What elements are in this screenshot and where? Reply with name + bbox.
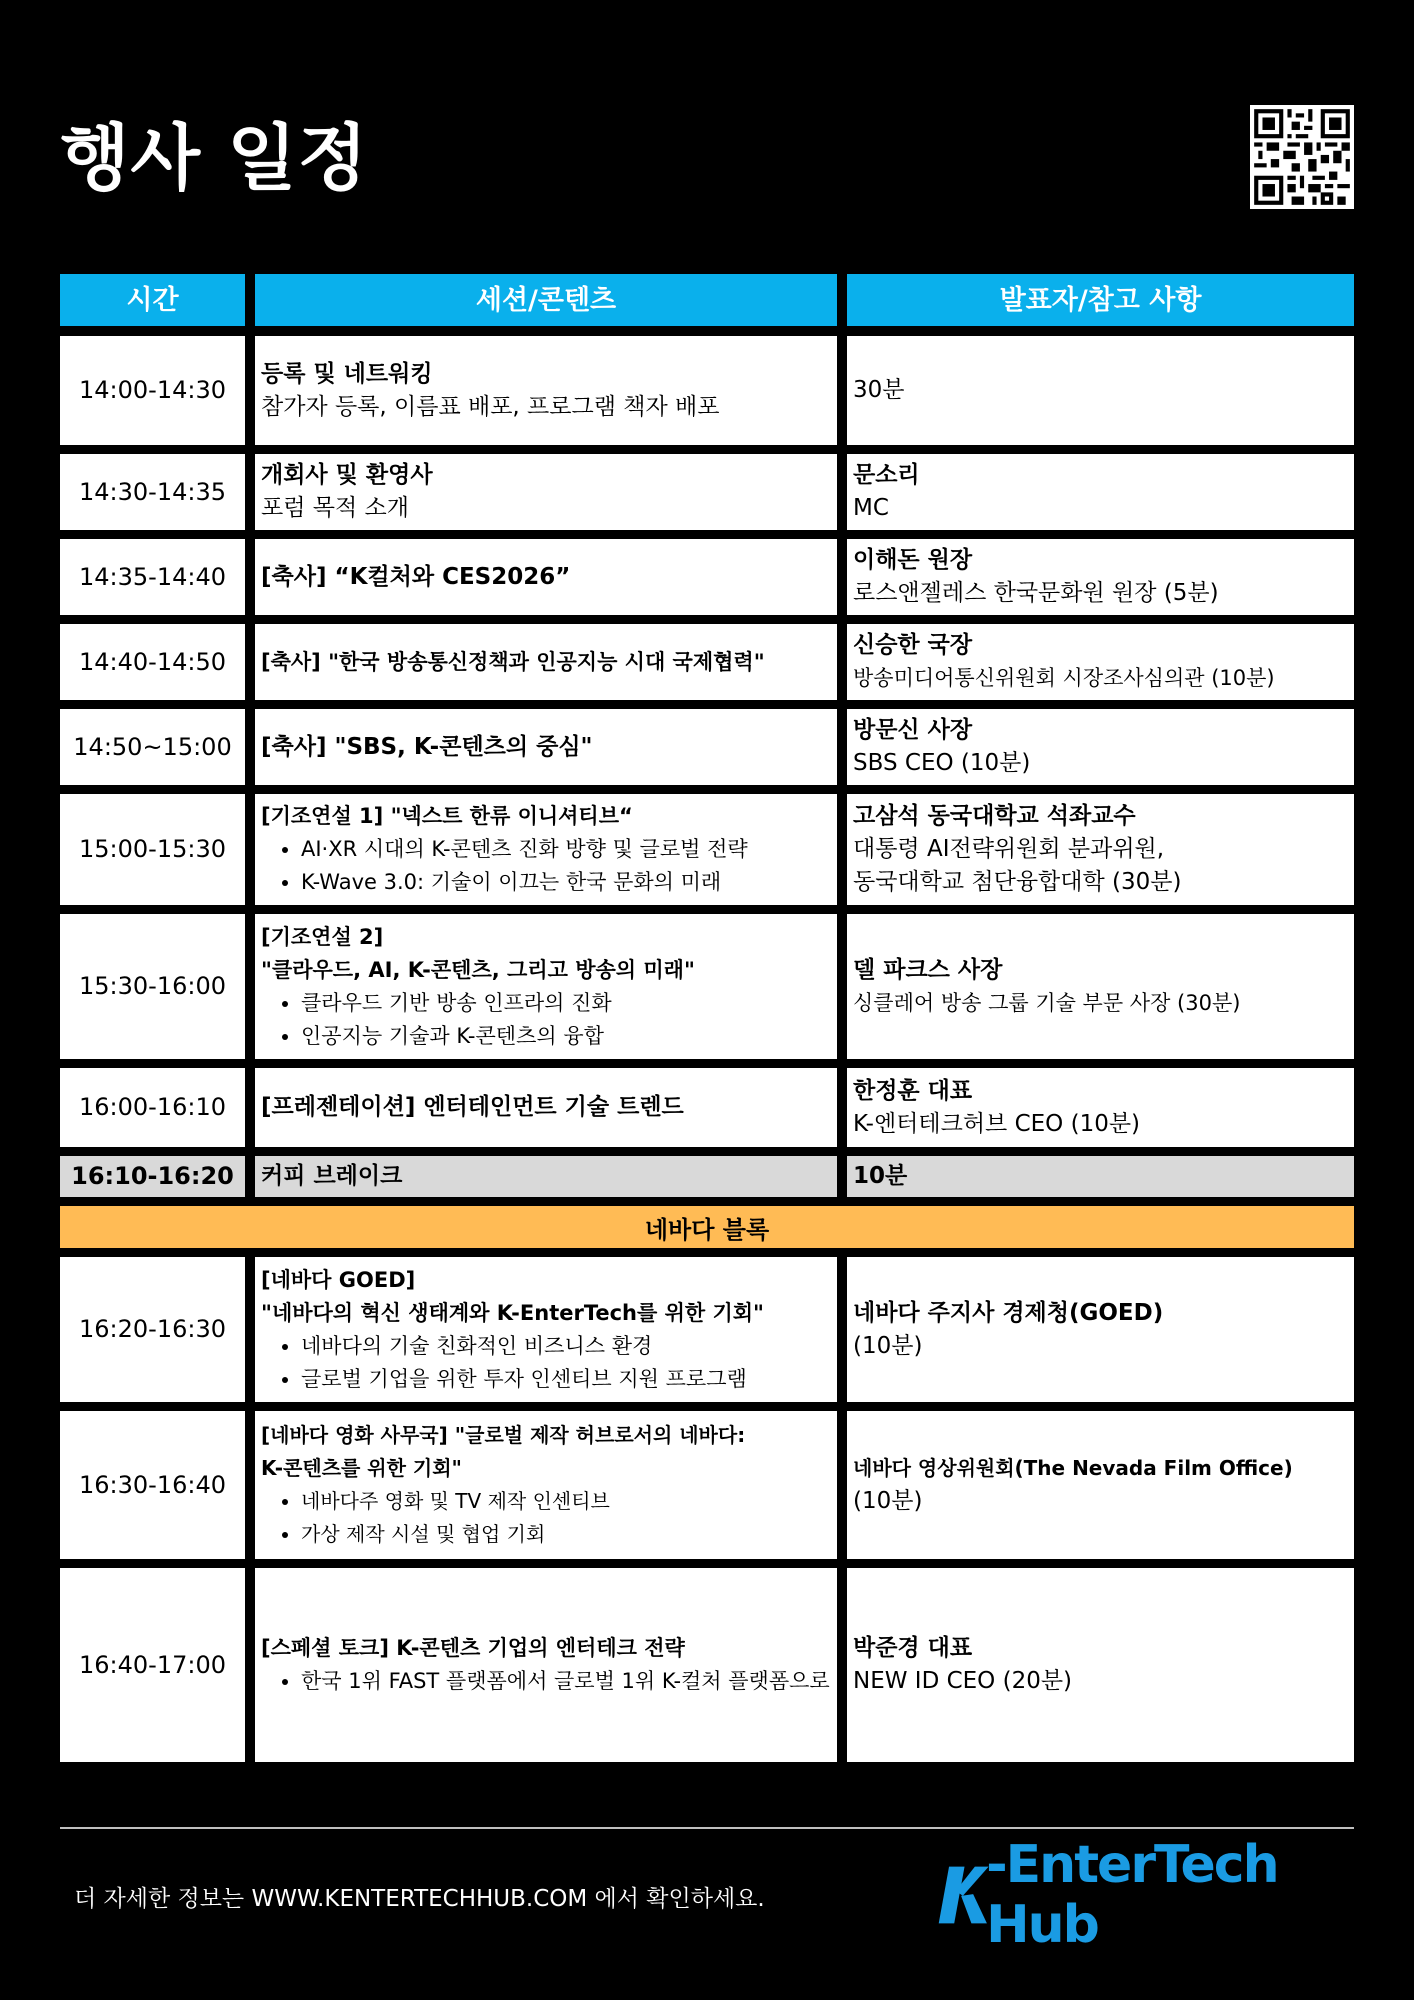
row-session — [255, 624, 837, 700]
row-time: 14:50~15:00 — [60, 709, 245, 785]
header-time: 시간 — [60, 274, 245, 326]
bullet-item: • 한국 1위 FAST 플랫폼에서 글로벌 1위 K-컬처 플랫폼으로 — [301, 1665, 831, 1698]
session-title: [네바다 GOED] — [261, 1267, 416, 1292]
footer-info-text[interactable]: 더 자세한 정보는 WWW.KENTERTECHHUB.COM 에서 확인하세요. — [74, 1886, 765, 1912]
bullet-item: • 인공지능 기술과 K-콘텐츠의 융합 — [301, 1020, 831, 1053]
row-speaker — [847, 624, 1354, 700]
qr-code-graphic — [1250, 105, 1354, 209]
table-row — [60, 454, 1354, 530]
speaker-role: 방송미디어통신위원회 시장조사심의관 (10분) — [853, 666, 1275, 690]
row-time: 15:30-16:00 — [60, 914, 245, 1059]
session-bullets — [261, 1485, 831, 1551]
row-speaker — [847, 539, 1354, 615]
speaker-role: 로스앤젤레스 한국문화원 원장 (5분) — [853, 580, 1219, 606]
speaker-role: MC — [853, 495, 889, 521]
row-speaker — [847, 454, 1354, 530]
bullet-item: • K-Wave 3.0: 기술이 이끄는 한국 문화의 미래 — [301, 866, 831, 899]
speaker-name: 델 파크스 사장 — [853, 956, 1003, 983]
row-time: 15:00-15:30 — [60, 794, 245, 905]
session-bullets — [261, 1665, 831, 1698]
row-speaker — [847, 1568, 1354, 1762]
row-time: 16:00-16:10 — [60, 1068, 245, 1147]
session-title: [축사] “K컬처와 CES2026” — [261, 563, 571, 590]
row-time: 14:00-14:30 — [60, 336, 245, 445]
row-speaker — [847, 794, 1354, 905]
table-header — [60, 274, 1354, 326]
row-session — [255, 794, 837, 905]
break-session: 커피 브레이크 — [255, 1156, 837, 1197]
session-subtitle: "클라우드, AI, K-콘텐츠, 그리고 방송의 미래" — [261, 957, 695, 982]
table-row — [60, 1411, 1354, 1559]
session-title: [축사] "한국 방송통신정책과 인공지능 시대 국제협력" — [261, 649, 765, 674]
qr-code-icon[interactable] — [1250, 105, 1354, 209]
speaker-name: 문소리 — [853, 462, 920, 488]
session-subtitle: "네바다의 혁신 생태계와 K-EnterTech를 위한 기회" — [261, 1300, 764, 1325]
break-row — [60, 1156, 1354, 1197]
speaker-role: SBS CEO (10분) — [853, 750, 1031, 776]
row-time: 16:20-16:30 — [60, 1257, 245, 1402]
row-session — [255, 1068, 837, 1147]
row-session — [255, 336, 837, 445]
bullet-item: • 네바다주 영화 및 TV 제작 인센티브 — [301, 1485, 831, 1518]
logo-text: -EnterTech Hub — [986, 1835, 1278, 1955]
table-row — [60, 1068, 1354, 1147]
break-time: 16:10-16:20 — [60, 1156, 245, 1197]
session-title: [프레젠테이션] 엔터테인먼트 기술 트렌드 — [261, 1094, 684, 1120]
row-session — [255, 539, 837, 615]
session-description: 참가자 등록, 이름표 배포, 프로그램 책자 배포 — [261, 393, 720, 420]
session-title: [축사] "SBS, K-콘텐츠의 중심" — [261, 733, 593, 760]
speaker-role: K-엔터테크허브 CEO (10분) — [853, 1110, 1141, 1137]
nevada-block-label: 네바다 블록 — [60, 1206, 1354, 1248]
speaker-note: 30분 — [853, 377, 905, 403]
footer-divider — [60, 1827, 1354, 1829]
bullet-item: • 글로벌 기업을 위한 투자 인센티브 지원 프로그램 — [301, 1363, 831, 1396]
row-session — [255, 1411, 837, 1559]
row-speaker — [847, 336, 1354, 445]
row-speaker — [847, 1411, 1354, 1559]
row-session — [255, 709, 837, 785]
break-duration: 10분 — [847, 1156, 1354, 1197]
kentertech-hub-logo[interactable] — [937, 1835, 1347, 1955]
table-row — [60, 709, 1354, 785]
speaker-name: 네바다 영상위원회(The Nevada Film Office) — [853, 1456, 1293, 1480]
table-row — [60, 539, 1354, 615]
session-title: 등록 및 네트워킹 — [261, 360, 433, 387]
speaker-role: NEW ID CEO (20분) — [853, 1668, 1073, 1694]
table-row — [60, 1257, 1354, 1402]
session-title: 개회사 및 환영사 — [261, 462, 433, 488]
table-row — [60, 914, 1354, 1059]
session-subtitle: K-콘텐츠를 위한 기회" — [261, 1456, 462, 1480]
row-session — [255, 1568, 837, 1762]
speaker-name: 이해돈 원장 — [853, 547, 973, 573]
speaker-name: 고삼석 동국대학교 석좌교수 — [853, 803, 1136, 829]
header-session: 세션/콘텐츠 — [255, 274, 837, 326]
row-time: 16:30-16:40 — [60, 1411, 245, 1559]
row-speaker — [847, 709, 1354, 785]
row-session — [255, 914, 837, 1059]
speaker-name: 박준경 대표 — [853, 1635, 973, 1661]
table-row — [60, 624, 1354, 700]
speaker-name: 방문신 사장 — [853, 717, 973, 743]
speaker-name: 한정훈 대표 — [853, 1077, 973, 1104]
k-logo-icon — [937, 1860, 992, 1930]
session-bullets — [261, 987, 831, 1053]
header-speaker: 발표자/참고 사항 — [847, 274, 1354, 326]
speaker-role: 동국대학교 첨단융합대학 (30분) — [853, 869, 1182, 895]
row-time: 14:40-14:50 — [60, 624, 245, 700]
speaker-name: 신승한 국장 — [853, 632, 973, 658]
row-time: 14:35-14:40 — [60, 539, 245, 615]
row-speaker — [847, 1068, 1354, 1147]
speaker-role: (10분) — [853, 1488, 923, 1514]
session-description: 포럼 목적 소개 — [261, 495, 409, 521]
table-row — [60, 1568, 1354, 1762]
speaker-role: 싱클레어 방송 그룹 기술 부문 사장 (30분) — [853, 990, 1241, 1015]
session-title: [기조연설 2] — [261, 924, 384, 949]
table-row — [60, 336, 1354, 445]
bullet-item: • 가상 제작 시설 및 협업 기회 — [301, 1518, 831, 1551]
speaker-role: (10분) — [853, 1332, 923, 1359]
speaker-role: 대통령 AI전략위원회 분과위원, — [853, 836, 1165, 862]
page-title: 행사 일정 — [60, 116, 369, 200]
bullet-item: • AI·XR 시대의 K-콘텐츠 진화 방향 및 글로벌 전략 — [301, 833, 831, 866]
row-time: 16:40-17:00 — [60, 1568, 245, 1762]
session-title: [네바다 영화 사무국] "글로벌 제작 허브로서의 네바다: — [261, 1423, 746, 1447]
session-title: [기조연설 1] "넥스트 한류 이니셔티브“ — [261, 804, 633, 828]
row-speaker — [847, 914, 1354, 1059]
table-row — [60, 794, 1354, 905]
row-time: 14:30-14:35 — [60, 454, 245, 530]
schedule-table — [60, 274, 1354, 1771]
speaker-name: 네바다 주지사 경제청(GOED) — [853, 1299, 1164, 1326]
session-bullets — [261, 833, 831, 899]
bullet-item: • 클라우드 기반 방송 인프라의 진화 — [301, 987, 831, 1020]
session-bullets — [261, 1330, 831, 1396]
row-speaker — [847, 1257, 1354, 1402]
row-session — [255, 454, 837, 530]
session-title: [스페셜 토크] K-콘텐츠 기업의 엔터테크 전략 — [261, 1636, 685, 1660]
bullet-item: • 네바다의 기술 친화적인 비즈니스 환경 — [301, 1330, 831, 1363]
row-session — [255, 1257, 837, 1402]
